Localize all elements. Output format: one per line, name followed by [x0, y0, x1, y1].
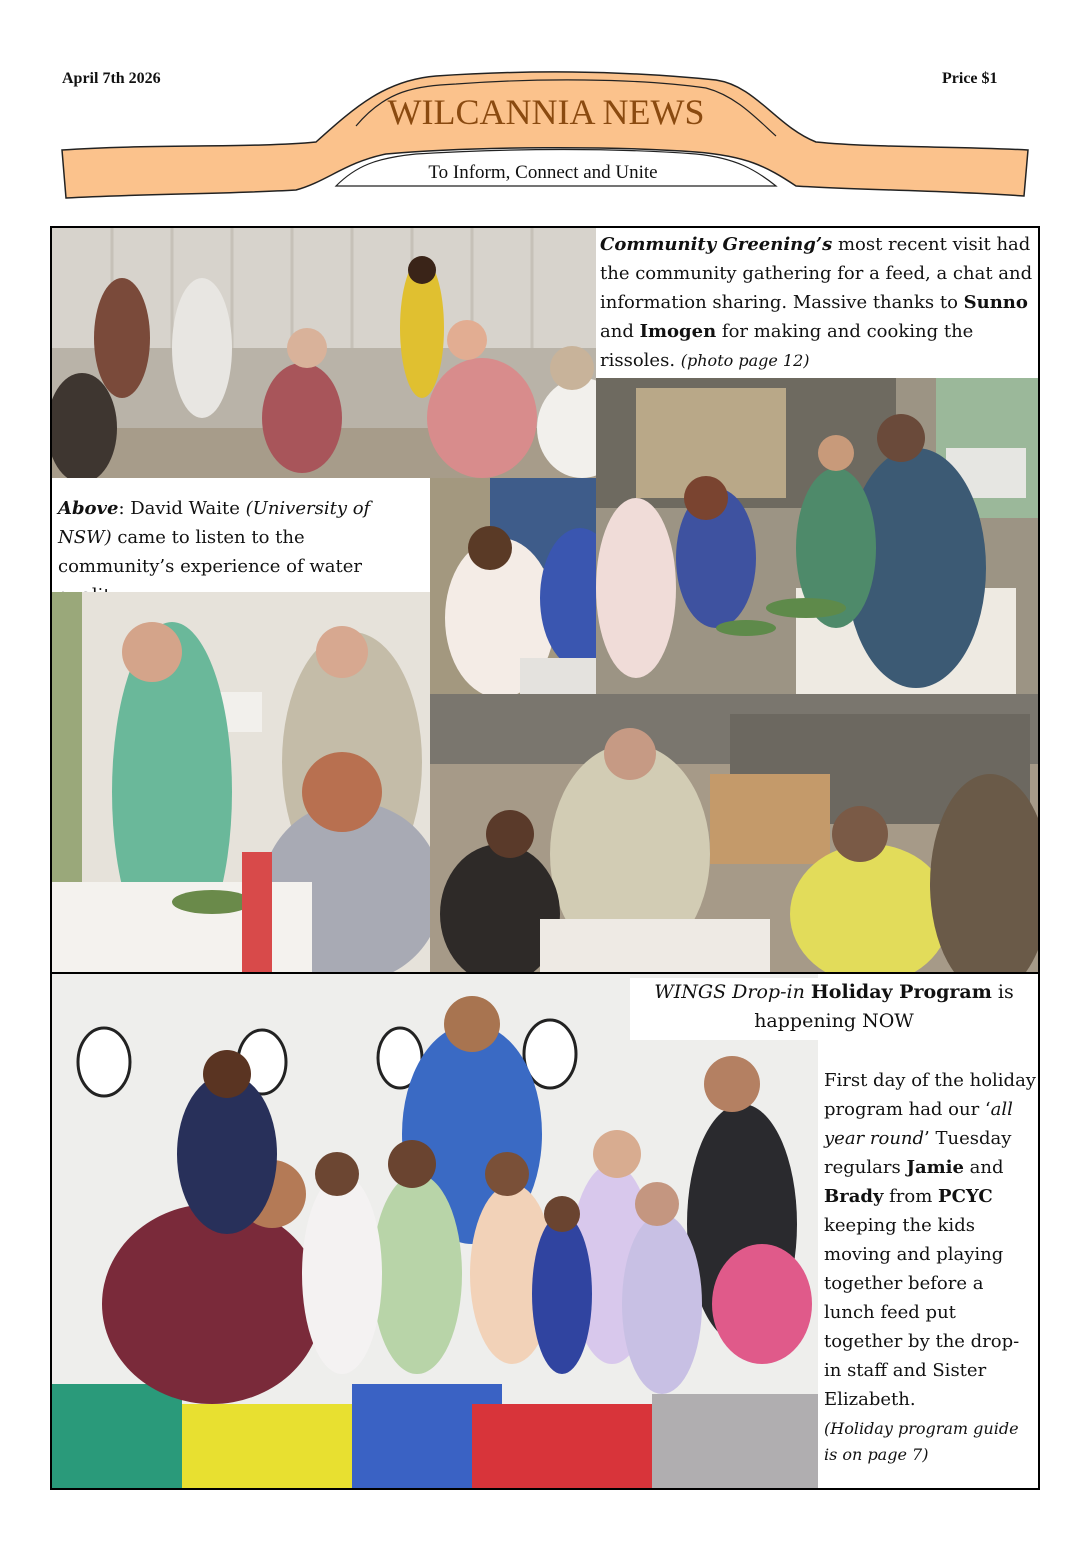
greening-and: and — [600, 321, 640, 342]
wings-name-brady: Brady — [824, 1186, 884, 1207]
greening-name-imogen: Imogen — [639, 321, 717, 342]
above-affiliation: (University of NSW) — [58, 498, 371, 548]
above-name: : David Waite — [118, 498, 246, 519]
masthead-tagline: To Inform, Connect and Unite — [428, 162, 658, 183]
wings-p1-italic: all year round — [824, 1099, 1013, 1149]
greening-name-sunno: Sunno — [963, 292, 1028, 313]
photo-lunch-table — [52, 592, 430, 972]
greening-text1: most recent visit had the community gathering for a feed, a chat and information sharing. Massive thanks to — [600, 234, 1033, 313]
wings-heading — [630, 978, 1038, 1040]
wings-name-jamie: Jamie — [906, 1157, 964, 1178]
issue-date: April 7th 2026 — [62, 70, 161, 87]
masthead-banner — [56, 66, 1036, 204]
wings-pcyc: PCYC — [938, 1186, 993, 1207]
wings-heading-program: Holiday Program — [810, 981, 992, 1003]
wings-p1: First day of the holiday program had our ‘ — [824, 1070, 1036, 1120]
wings-heading-dropin: WINGS Drop-in — [654, 981, 805, 1003]
wings-and: and — [963, 1157, 1004, 1178]
wings-heading-rest: is happening NOW — [754, 981, 1014, 1032]
greening-text2: for making and cooking the rissoles. — [600, 321, 974, 371]
photo-holiday-kids — [52, 974, 818, 1488]
wings-guide-ref: (Holiday program guide is on page 7) — [824, 1419, 1019, 1464]
wings-from: from — [883, 1186, 939, 1207]
photo-plant-table — [430, 478, 596, 694]
above-label: Above — [58, 498, 119, 519]
photo-group-meal — [430, 694, 1038, 972]
photo-community-meeting — [52, 228, 596, 478]
photo-plant-workshop — [596, 378, 1038, 694]
above-caption — [52, 494, 430, 592]
wings-p2: keeping the kids moving and playing together before a lunch feed put together by the drop-in staff and Sister Elizabeth. — [824, 1215, 1020, 1410]
greening-caption — [598, 230, 1038, 378]
masthead-title: WILCANNIA NEWS — [387, 92, 705, 132]
wings-story — [822, 1066, 1036, 1486]
issue-price: Price $1 — [942, 70, 998, 87]
greening-photo-ref: (photo page 12) — [680, 351, 810, 370]
greening-lead: Community Greening’s — [600, 234, 833, 255]
above-text: came to listen to the community’s experience of water — [58, 527, 362, 577]
wings-p1b: ’ Tuesday regulars — [824, 1128, 1012, 1178]
